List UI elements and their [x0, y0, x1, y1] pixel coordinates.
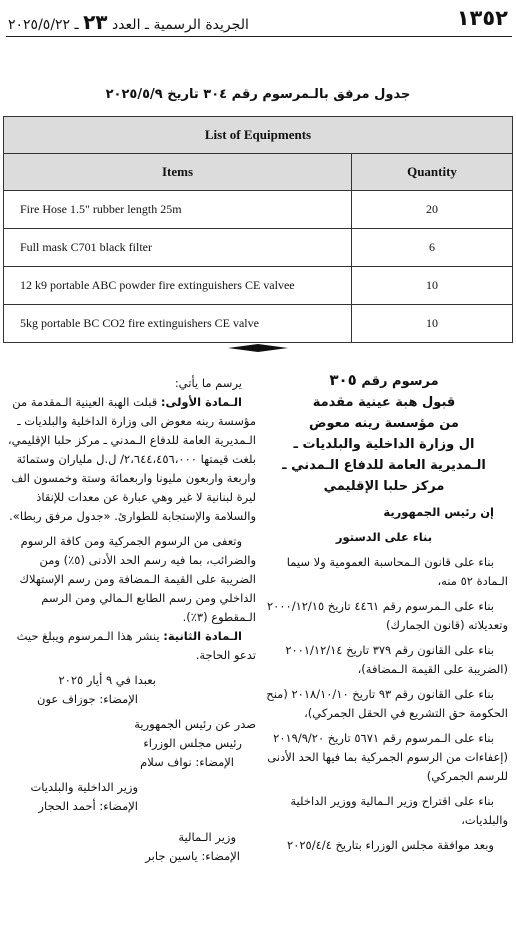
article-2	[6, 627, 256, 665]
item-cell: 5kg portable BC CO2 fire extinguishers CE valve	[4, 305, 352, 343]
decree-column	[260, 370, 508, 855]
article-1-label: الـمادة الأولى:	[160, 395, 242, 409]
journal-info	[8, 10, 249, 34]
table-row	[4, 191, 513, 229]
recital: بناء على الـمرسوم رقم ٥٦٧١ تاريخ ٢٠١٩/٩/٢٠ (إعفاءات من الرسوم الجمركية بما فيها الحد الأدنى للرسم الجمركي)	[267, 731, 508, 783]
recital: بناء على قانون الـمحاسبة العمومية ولا سيما الـمادة ٥٢ منه،	[286, 555, 508, 588]
finance-minister-title: وزير الـمالية	[178, 830, 236, 844]
quantity-cell: 10	[352, 267, 513, 305]
president-signature: الإمضاء: جوزاف عون	[37, 692, 138, 706]
decree-title-line: مركز حلبا الإقليمي	[323, 479, 445, 494]
interior-minister-signature: الإمضاء: أحمد الحجار	[38, 799, 138, 813]
quantity-cell: 20	[352, 191, 513, 229]
journal-name: الجريدة الرسمية ـ العدد	[111, 17, 249, 33]
page-header	[8, 6, 510, 36]
decree-intro: يرسم ما يأتي:	[174, 376, 242, 390]
column-header-items: Items	[4, 154, 352, 191]
article-2-label: الـمادة الثانية:	[163, 629, 242, 643]
quantity-cell: 6	[352, 229, 513, 267]
table-title: List of Equipments	[4, 117, 513, 154]
decree-title-line: قبول هبة عينية مقدمة	[312, 395, 456, 410]
decree-body-column	[6, 374, 256, 866]
constitution-line: بناء على الدستور	[335, 530, 433, 544]
recital: بناء على اقتراح وزير الـمالية ووزير الداخلية والبلديات،	[290, 794, 508, 827]
article-2-text: ينشر هذا الـمرسوم ويبلغ حيث تدعو الحاجة.	[16, 629, 256, 662]
pm-signature: الإمضاء: نواف سلام	[140, 755, 234, 769]
decree-title-line: الـمديرية العامة للدفاع الـمدني ـ	[282, 458, 486, 473]
issued-by: صدر عن رئيس الجمهورية	[134, 717, 256, 731]
item-cell: 12 k9 portable ABC powder fire extinguishers CE valvee	[4, 267, 352, 305]
decree-number: ٣٠٥	[329, 371, 357, 389]
column-header-quantity: Quantity	[352, 154, 513, 191]
decree-title-line: ال وزارة الداخلية والبلديات ـ	[293, 437, 475, 452]
signing-date: بعبدا في ٩ أيار ٢٠٢٥	[58, 673, 156, 687]
recital: بناء على الـمرسوم رقم ٤٤٦١ تاريخ ٢٠٠٠/١٢/١٥ وتعديلاته (قانون الجمارك)	[266, 599, 508, 632]
table-row	[4, 305, 513, 343]
annex-title: جدول مرفق بالـمرسوم رقم ٣٠٤ تاريخ ٢٠٢٥/٥/٩	[105, 87, 411, 102]
decree-title-label: مرسوم رقم	[361, 374, 439, 389]
pm-title: رئيس مجلس الوزراء	[143, 736, 242, 750]
decree-title-line: من مؤسسة رينه معوض	[308, 416, 459, 431]
equipment-table	[3, 116, 513, 343]
article-1	[6, 393, 256, 526]
table-row	[4, 229, 513, 267]
article-1-exemption: وتعفى من الرسوم الجمركية ومن كافة الرسوم والضرائب، بما فيه رسم الحد الأدنى (٥٪) ومن الضريبة على القيمة الـمضافة ومن رسم الإستهلاك الداخلي ومن رسم الطابع الـمالي ومن الرسم الـمقطوع (٣٪).	[19, 534, 256, 624]
finance-minister-signature: الإمضاء: ياسين جابر	[145, 849, 240, 863]
issue-number: ٢٣	[83, 10, 108, 34]
recital: بناء على القانون رقم ٣٧٩ تاريخ ٢٠٠١/١٢/١٤ (الضريبة على القيمة الـمضافة)،	[285, 643, 508, 676]
president-line: إن رئيس الجمهورية	[383, 505, 494, 519]
recital: بناء على القانون رقم ٩٣ تاريخ ٢٠١٨/١٠/١٠ (منح الحكومة حق التشريع في الحقل الجمركي)،	[266, 687, 508, 720]
article-1-text: قبلت الهبة العينية الـمقدمة من مؤسسة رينه معوض الى وزارة الداخلية والبلديات ـ الـمديرية العامة للدفاع الـمدني ـ مركز حلبا الإقليمي، بلغت قيمتها ٢،٦٤٤،٤٥٦،٠٠٠/ ل.ل ملياران وستمائة واربعة واربعون مليونا واربعمائة وستة وخمسون الف ليرة لبنانية لا غير وهي عبارة عن معدات للإنقاذ والسلامة والإستجابة للطوارئ. «جدول مرفق ربطا».	[7, 395, 256, 523]
recital: وبعد موافقة مجلس الوزراء بتاريخ ٢٠٢٥/٤/٤	[287, 838, 494, 852]
item-cell: Full mask C701 black filter	[4, 229, 352, 267]
section-divider-ornament	[228, 344, 288, 352]
table-row	[4, 267, 513, 305]
item-cell: Fire Hose 1.5" rubber length 25m	[4, 191, 352, 229]
quantity-cell: 10	[352, 305, 513, 343]
page-number: ١٣٥٢	[456, 6, 508, 30]
issue-date: ـ ٢٠٢٥/٥/٢٢	[8, 17, 79, 33]
interior-minister-title: وزير الداخلية والبلديات	[30, 780, 138, 794]
decree-title	[260, 370, 508, 497]
header-rule	[6, 36, 512, 37]
